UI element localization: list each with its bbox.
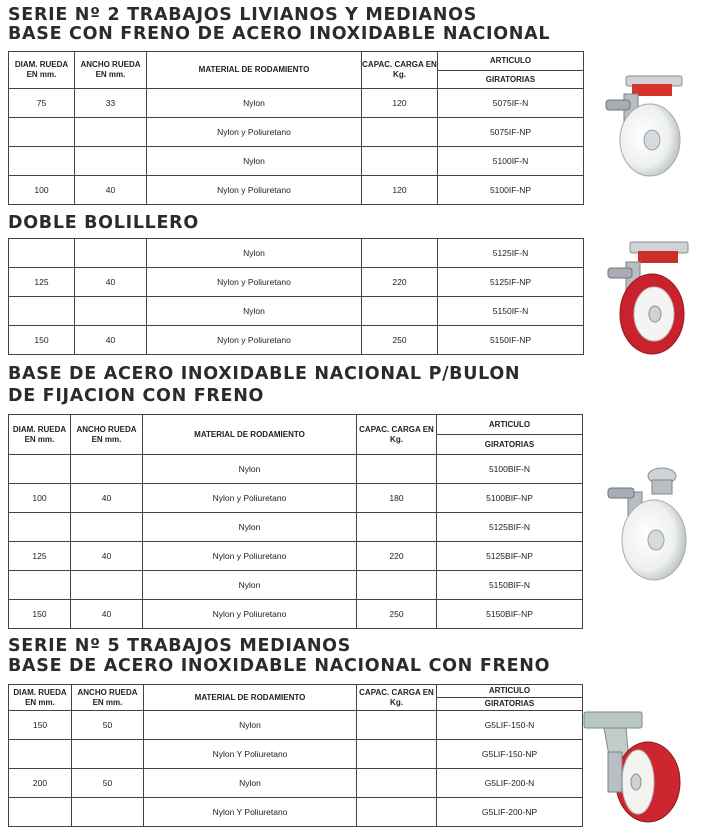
col-header-ancho: ANCHO RUEDA EN mm.	[75, 52, 147, 89]
cell-diam	[9, 297, 75, 326]
cell-capac	[362, 118, 438, 147]
cell-articulo: G5LIF-200-NP	[437, 798, 583, 827]
cell-diam	[9, 455, 71, 484]
table-row	[9, 455, 583, 484]
cell-diam	[9, 147, 75, 176]
cell-articulo: 5075IF-N	[438, 89, 584, 118]
cell-material: Nylon	[147, 89, 362, 118]
cell-diam: 150	[9, 326, 75, 355]
table-row	[9, 484, 583, 513]
table-row	[9, 297, 584, 326]
table-row	[9, 798, 583, 827]
cell-diam: 150	[9, 600, 71, 629]
cell-capac: 180	[357, 484, 437, 513]
cell-material: Nylon Y Poliuretano	[144, 798, 357, 827]
col-header-material: MATERIAL DE RODAMIENTO	[143, 415, 357, 455]
cell-ancho: 33	[75, 89, 147, 118]
table-row	[9, 513, 583, 542]
table-row	[9, 118, 584, 147]
caster-spec-table	[8, 414, 583, 629]
cell-diam	[9, 571, 71, 600]
section-subtitle: DE FIJACION CON FRENO	[8, 386, 265, 406]
table-row	[9, 268, 584, 297]
cell-ancho	[72, 798, 144, 827]
col-header-diam: DIAM. RUEDA EN mm.	[9, 52, 75, 89]
cell-articulo: 5075IF-NP	[438, 118, 584, 147]
cell-material: Nylon y Poliuretano	[147, 326, 362, 355]
caster-spec-table	[8, 684, 583, 827]
cell-material: Nylon	[143, 513, 357, 542]
cell-ancho: 40	[75, 326, 147, 355]
table-row	[9, 542, 583, 571]
cell-articulo: 5150BIF-NP	[437, 600, 583, 629]
cell-diam: 100	[9, 484, 71, 513]
cell-material: Nylon y Poliuretano	[147, 176, 362, 205]
cell-articulo: 5100BIF-N	[437, 455, 583, 484]
cell-diam	[9, 118, 75, 147]
section-title: SERIE Nº 5 TRABAJOS MEDIANOS	[8, 636, 352, 656]
cell-diam	[9, 798, 72, 827]
cell-ancho	[71, 513, 143, 542]
cell-capac: 250	[362, 326, 438, 355]
caster-wheel-white-icon	[596, 74, 692, 180]
cell-capac: 120	[362, 89, 438, 118]
col-header-ancho: ANCHO RUEDA EN mm.	[71, 415, 143, 455]
cell-articulo: 5125BIF-NP	[437, 542, 583, 571]
cell-material: Nylon	[147, 297, 362, 326]
cell-diam: 200	[9, 769, 72, 798]
cell-articulo: 5100IF-N	[438, 147, 584, 176]
caster-wheel-white-icon	[598, 466, 694, 582]
cell-capac	[362, 297, 438, 326]
cell-ancho	[75, 297, 147, 326]
caster-wheel-red-icon	[598, 240, 694, 358]
cell-ancho: 40	[75, 268, 147, 297]
caster-spec-table	[8, 51, 584, 205]
cell-diam: 75	[9, 89, 75, 118]
cell-material: Nylon	[144, 769, 357, 798]
cell-diam	[9, 513, 71, 542]
cell-capac: 220	[362, 268, 438, 297]
table-row	[9, 239, 584, 268]
cell-articulo: G5LIF-200-N	[437, 769, 583, 798]
cell-ancho: 40	[75, 176, 147, 205]
table-row	[9, 740, 583, 769]
cell-capac	[357, 798, 437, 827]
cell-ancho: 40	[71, 542, 143, 571]
col-header-capac: CAPAC. CARGA EN Kg.	[357, 685, 437, 711]
cell-articulo: 5125IF-N	[438, 239, 584, 268]
table-row	[9, 147, 584, 176]
col-header-capac: CAPAC. CARGA EN Kg.	[357, 415, 437, 455]
col-header-giratorias: GIRATORIAS	[437, 435, 583, 455]
cell-capac	[357, 740, 437, 769]
cell-ancho	[75, 147, 147, 176]
cell-articulo: 5150IF-N	[438, 297, 584, 326]
table-row	[9, 600, 583, 629]
cell-material: Nylon	[143, 455, 357, 484]
cell-ancho	[72, 740, 144, 769]
cell-material: Nylon	[147, 147, 362, 176]
cell-material: Nylon	[143, 571, 357, 600]
cell-capac: 250	[357, 600, 437, 629]
table-row	[9, 769, 583, 798]
table-row	[9, 711, 583, 740]
cell-capac	[357, 711, 437, 740]
section-title: BASE DE ACERO INOXIDABLE NACIONAL P/BULON	[8, 364, 521, 384]
col-header-giratorias: GIRATORIAS	[437, 698, 583, 711]
cell-material: Nylon y Poliuretano	[143, 600, 357, 629]
col-header-capac: CAPAC. CARGA EN Kg.	[362, 52, 438, 89]
cell-articulo: G5LIF-150-NP	[437, 740, 583, 769]
cell-diam	[9, 740, 72, 769]
cell-capac: 220	[357, 542, 437, 571]
cell-diam	[9, 239, 75, 268]
cell-articulo: 5100BIF-NP	[437, 484, 583, 513]
section-title: SERIE Nº 2 TRABAJOS LIVIANOS Y MEDIANOS	[8, 5, 478, 25]
cell-capac	[357, 769, 437, 798]
col-header-diam: DIAM. RUEDA EN mm.	[9, 415, 71, 455]
cell-ancho: 50	[72, 769, 144, 798]
table-row	[9, 326, 584, 355]
cell-ancho: 40	[71, 600, 143, 629]
cell-material: Nylon Y Poliuretano	[144, 740, 357, 769]
cell-diam: 125	[9, 542, 71, 571]
cell-diam: 150	[9, 711, 72, 740]
cell-articulo: 5125IF-NP	[438, 268, 584, 297]
cell-articulo: 5125BIF-N	[437, 513, 583, 542]
cell-ancho	[71, 571, 143, 600]
cell-material: Nylon y Poliuretano	[147, 268, 362, 297]
cell-articulo: 5100IF-NP	[438, 176, 584, 205]
cell-diam: 100	[9, 176, 75, 205]
col-header-diam: DIAM. RUEDA EN mm.	[9, 685, 72, 711]
cell-capac	[362, 147, 438, 176]
cell-articulo: G5LIF-150-N	[437, 711, 583, 740]
col-header-articulo: ARTICULO	[437, 685, 583, 698]
cell-material: Nylon	[147, 239, 362, 268]
section-title: DOBLE BOLILLERO	[8, 213, 199, 233]
col-header-articulo: ARTICULO	[437, 415, 583, 435]
cell-ancho	[75, 239, 147, 268]
table-row	[9, 571, 583, 600]
cell-ancho	[75, 118, 147, 147]
section-subtitle: BASE DE ACERO INOXIDABLE NACIONAL CON FRENO	[8, 656, 551, 676]
section-subtitle: BASE CON FRENO DE ACERO INOXIDABLE NACIONAL	[8, 24, 551, 44]
cell-material: Nylon y Poliuretano	[143, 542, 357, 571]
cell-ancho: 40	[71, 484, 143, 513]
col-header-articulo: ARTICULO	[438, 52, 584, 71]
cell-articulo: 5150BIF-N	[437, 571, 583, 600]
table-row	[9, 89, 584, 118]
cell-capac	[357, 455, 437, 484]
cell-capac	[362, 239, 438, 268]
cell-ancho: 50	[72, 711, 144, 740]
table-row	[9, 176, 584, 205]
col-header-material: MATERIAL DE RODAMIENTO	[144, 685, 357, 711]
cell-capac: 120	[362, 176, 438, 205]
caster-spec-table	[8, 238, 584, 355]
cell-capac	[357, 571, 437, 600]
cell-capac	[357, 513, 437, 542]
caster-wheel-red-icon	[582, 708, 686, 826]
cell-ancho	[71, 455, 143, 484]
col-header-material: MATERIAL DE RODAMIENTO	[147, 52, 362, 89]
cell-material: Nylon y Poliuretano	[143, 484, 357, 513]
cell-articulo: 5150IF-NP	[438, 326, 584, 355]
cell-material: Nylon	[144, 711, 357, 740]
cell-diam: 125	[9, 268, 75, 297]
col-header-giratorias: GIRATORIAS	[438, 71, 584, 89]
cell-material: Nylon y Poliuretano	[147, 118, 362, 147]
col-header-ancho: ANCHO RUEDA EN mm.	[72, 685, 144, 711]
